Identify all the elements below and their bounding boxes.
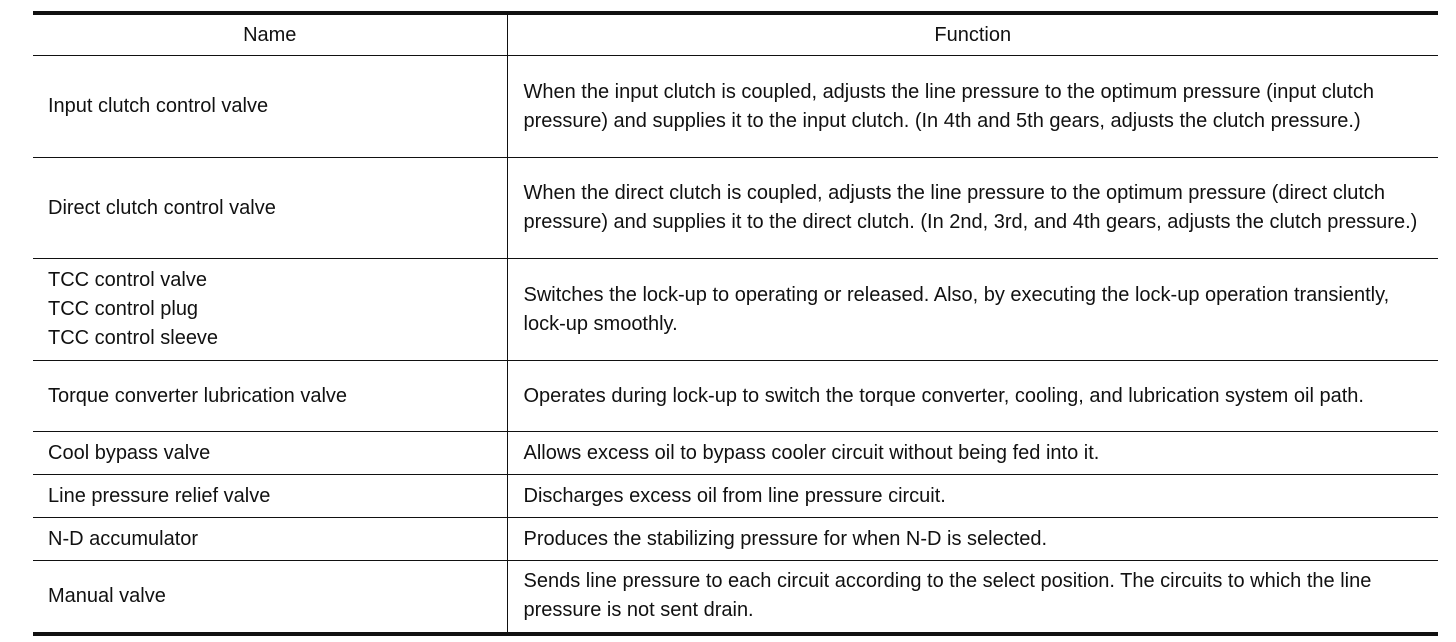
valve-name: Manual valve [48,584,166,607]
table-row [33,475,1438,518]
function-cell [507,56,1438,158]
function-cell [507,475,1438,518]
valve-function-table [33,11,1438,632]
table-row [33,361,1438,432]
function-cell [507,259,1438,361]
function-cell [507,518,1438,561]
table-row [33,56,1438,158]
valve-name: Direct clutch control valve [48,196,276,219]
valve-function-text: Allows excess oil to bypass cooler circuit without being fed into it. [523,441,1100,464]
name-cell [33,518,507,561]
table-row [33,259,1438,361]
valve-function-text: Sends line pressure to each circuit according to the select position. The circuits to which the line pressure is not sent drain. [523,570,1372,622]
table-row [33,518,1438,561]
function-cell [507,158,1438,259]
valve-name: TCC control sleeve [48,327,219,349]
table-bottom-rule [33,632,1438,636]
function-cell [507,361,1438,432]
valve-function-table-container [33,11,1438,636]
valve-name: Torque converter lubrication valve [48,384,348,407]
name-cell [33,361,507,432]
name-cell [33,432,507,475]
function-cell [507,561,1438,632]
function-column-header: Function [507,13,1438,56]
valve-function-text: Switches the lock-up to operating or released. Also, by executing the lock-up operation transiently, lock-up smoothly. [523,283,1390,335]
table-row [33,158,1438,259]
name-cell [33,561,507,632]
name-cell [33,158,507,259]
valve-name: TCC control plug [48,298,199,320]
valve-name: Input clutch control valve [48,95,269,117]
valve-function-text: When the input clutch is coupled, adjusts the line pressure to the optimum pressure (input clutch pressure) and supplies it to the input clutch. (In 4th and 5th gears, adjusts the clutch pressure.) [523,80,1374,132]
valve-function-text: Discharges excess oil from line pressure circuit. [523,484,946,507]
valve-function-text: Produces the stabilizing pressure for when N-D is selected. [523,527,1048,550]
function-cell [507,432,1438,475]
name-column-header: Name [33,13,507,56]
valve-name: N-D accumulator [48,527,199,550]
valve-name: TCC control valve [48,269,207,291]
name-cell [33,56,507,158]
valve-function-text: When the direct clutch is coupled, adjusts the line pressure to the optimum pressure (direct clutch pressure) and supplies it to the direct clutch. (In 2nd, 3rd, and 4th gears, adjusts the clutch pressure.) [523,182,1418,233]
valve-function-text: Operates during lock-up to switch the torque converter, cooling, and lubrication system oil path. [523,384,1364,407]
valve-name: Line pressure relief valve [48,484,271,507]
table-row [33,561,1438,632]
table-row [33,432,1438,475]
table-header-row [33,13,1438,56]
valve-name: Cool bypass valve [48,441,211,464]
name-cell [33,259,507,361]
name-cell [33,475,507,518]
